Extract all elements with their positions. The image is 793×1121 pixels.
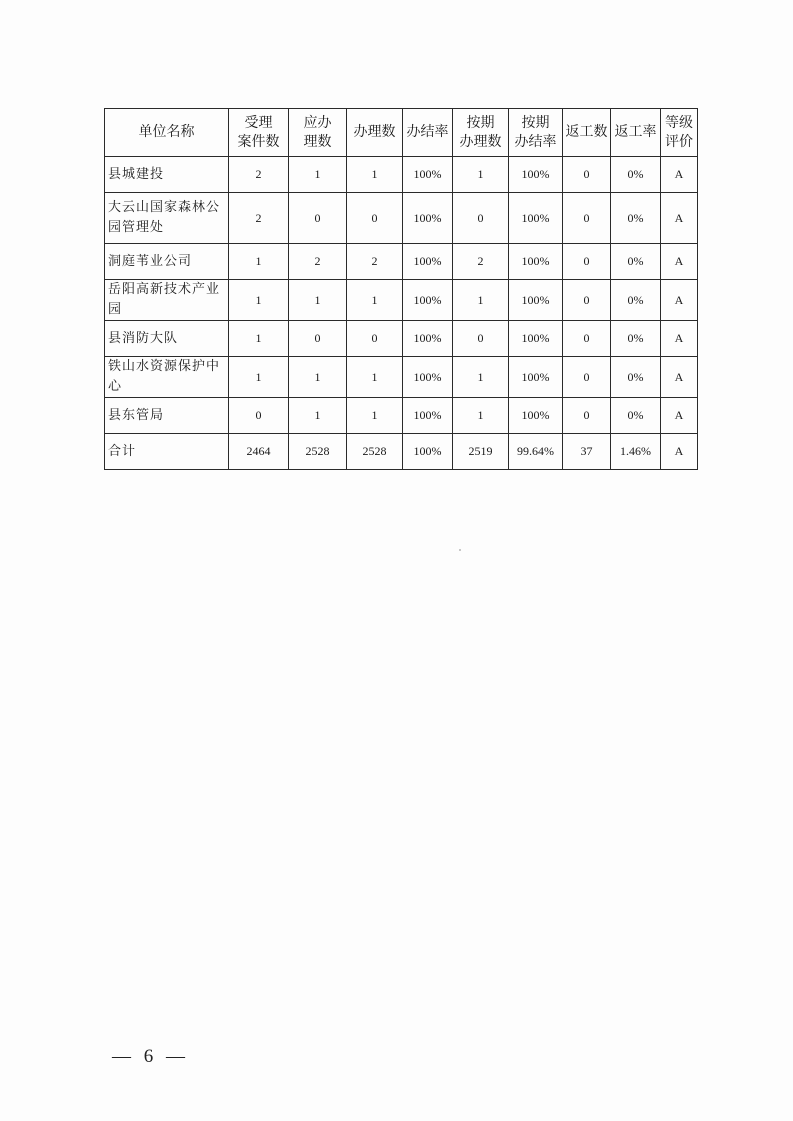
column-header xyxy=(347,109,403,157)
column-header xyxy=(229,109,289,157)
table-cell: 2519 xyxy=(453,434,509,470)
table-cell: 100% xyxy=(509,157,563,193)
table-cell: 1 xyxy=(347,280,403,321)
table-cell: 100% xyxy=(403,434,453,470)
table-cell: 0% xyxy=(611,157,661,193)
table-cell: 0 xyxy=(289,321,347,357)
table-row xyxy=(105,321,698,357)
unit-name-cell: 洞庭苇业公司 xyxy=(105,244,229,280)
table-cell: 100% xyxy=(509,321,563,357)
column-header-label: 单位名称 xyxy=(138,124,195,140)
unit-name-cell: 大云山国家森林公园管理处 xyxy=(105,193,229,244)
table-cell: 0 xyxy=(453,321,509,357)
table-cell: 0% xyxy=(611,193,661,244)
table-cell: 1 xyxy=(453,357,509,398)
column-header-label: 办理数 xyxy=(353,124,396,140)
table-cell: 2 xyxy=(347,244,403,280)
table-cell: 2528 xyxy=(289,434,347,470)
column-header-label: 案件数 xyxy=(237,133,280,150)
unit-name-cell: 县消防大队 xyxy=(105,321,229,357)
table-cell: A xyxy=(661,157,698,193)
column-header-label: 评价 xyxy=(665,133,693,150)
table-cell: 1 xyxy=(289,280,347,321)
table-cell: 100% xyxy=(403,193,453,244)
table-cell: 100% xyxy=(403,280,453,321)
column-header-label: 办结率 xyxy=(406,124,449,140)
table-cell: 0% xyxy=(611,321,661,357)
table-row xyxy=(105,398,698,434)
table-cell: 1 xyxy=(347,398,403,434)
table-row xyxy=(105,280,698,321)
table-cell: 100% xyxy=(403,244,453,280)
unit-name-cell: 县城建投 xyxy=(105,157,229,193)
column-header xyxy=(453,109,509,157)
column-header-label: 等级 xyxy=(665,114,693,131)
table-cell: A xyxy=(661,357,698,398)
table-cell: 0 xyxy=(347,193,403,244)
table-cell: 0% xyxy=(611,357,661,398)
table-cell: 0% xyxy=(611,244,661,280)
table-cell: 100% xyxy=(509,398,563,434)
table-cell: 1 xyxy=(453,157,509,193)
column-header xyxy=(563,109,611,157)
table-cell: 0 xyxy=(563,398,611,434)
table-row xyxy=(105,157,698,193)
table-cell: 0% xyxy=(611,280,661,321)
table-cell: 2528 xyxy=(347,434,403,470)
table-cell: A xyxy=(661,280,698,321)
scan-speck xyxy=(459,549,461,551)
table-cell: 1 xyxy=(289,357,347,398)
unit-name-cell: 县东管局 xyxy=(105,398,229,434)
unit-name-cell: 合计 xyxy=(105,434,229,470)
table-cell: 100% xyxy=(403,157,453,193)
table-header-row xyxy=(105,109,698,157)
table-cell: 100% xyxy=(403,321,453,357)
table-cell: 0 xyxy=(563,244,611,280)
column-header-label: 返工数 xyxy=(565,124,608,140)
table-body xyxy=(105,157,698,470)
table-row xyxy=(105,193,698,244)
table-cell: 100% xyxy=(509,357,563,398)
table-cell: 37 xyxy=(563,434,611,470)
table-cell: 1 xyxy=(347,157,403,193)
table-cell: 1 xyxy=(229,321,289,357)
table-cell: 0 xyxy=(453,193,509,244)
table-cell: 1 xyxy=(229,244,289,280)
table-cell: 0 xyxy=(563,193,611,244)
unit-name-cell: 岳阳高新技术产业园 xyxy=(105,280,229,321)
table-cell: 2 xyxy=(229,193,289,244)
table-cell: 0 xyxy=(347,321,403,357)
table-row xyxy=(105,357,698,398)
table-cell: 2 xyxy=(229,157,289,193)
column-header-label: 办结率 xyxy=(514,133,557,150)
work-order-statistics-table xyxy=(104,108,698,470)
table-cell: 0 xyxy=(563,157,611,193)
table-cell: 99.64% xyxy=(509,434,563,470)
column-header xyxy=(105,109,229,157)
table-cell: 100% xyxy=(509,193,563,244)
table-cell: 100% xyxy=(509,280,563,321)
unit-name-cell: 铁山水资源保护中心 xyxy=(105,357,229,398)
table-cell: A xyxy=(661,398,698,434)
table-cell: 0 xyxy=(563,357,611,398)
column-header xyxy=(611,109,661,157)
column-header xyxy=(661,109,698,157)
table-row xyxy=(105,434,698,470)
table-cell: 1 xyxy=(453,398,509,434)
table-cell: 0% xyxy=(611,398,661,434)
table-cell: 100% xyxy=(403,398,453,434)
table-cell: 1 xyxy=(289,157,347,193)
table-cell: 100% xyxy=(509,244,563,280)
table-cell: 0 xyxy=(289,193,347,244)
column-header xyxy=(403,109,453,157)
table-row xyxy=(105,244,698,280)
column-header-label: 返工率 xyxy=(614,124,657,140)
column-header xyxy=(289,109,347,157)
table-cell: 2464 xyxy=(229,434,289,470)
column-header-label: 受理 xyxy=(244,114,273,131)
table-cell: 2 xyxy=(453,244,509,280)
table-cell: 0 xyxy=(563,321,611,357)
table-cell: 0 xyxy=(229,398,289,434)
table-cell: 0 xyxy=(563,280,611,321)
column-header-label: 按期 xyxy=(521,114,550,131)
column-header-label: 应办 xyxy=(303,114,332,131)
table-cell: A xyxy=(661,434,698,470)
table-cell: A xyxy=(661,321,698,357)
table-cell: 1 xyxy=(229,280,289,321)
table-cell: 1.46% xyxy=(611,434,661,470)
column-header-label: 理数 xyxy=(303,133,332,150)
table-cell: A xyxy=(661,193,698,244)
table-cell: 2 xyxy=(289,244,347,280)
column-header-label: 按期 xyxy=(466,114,495,131)
column-header-label: 办理数 xyxy=(459,133,502,150)
column-header xyxy=(509,109,563,157)
table-cell: 1 xyxy=(229,357,289,398)
table-cell: 1 xyxy=(289,398,347,434)
table-cell: 100% xyxy=(403,357,453,398)
table-cell: 1 xyxy=(453,280,509,321)
page-number: — 6 — xyxy=(112,1046,189,1067)
table-cell: A xyxy=(661,244,698,280)
table-cell: 1 xyxy=(347,357,403,398)
